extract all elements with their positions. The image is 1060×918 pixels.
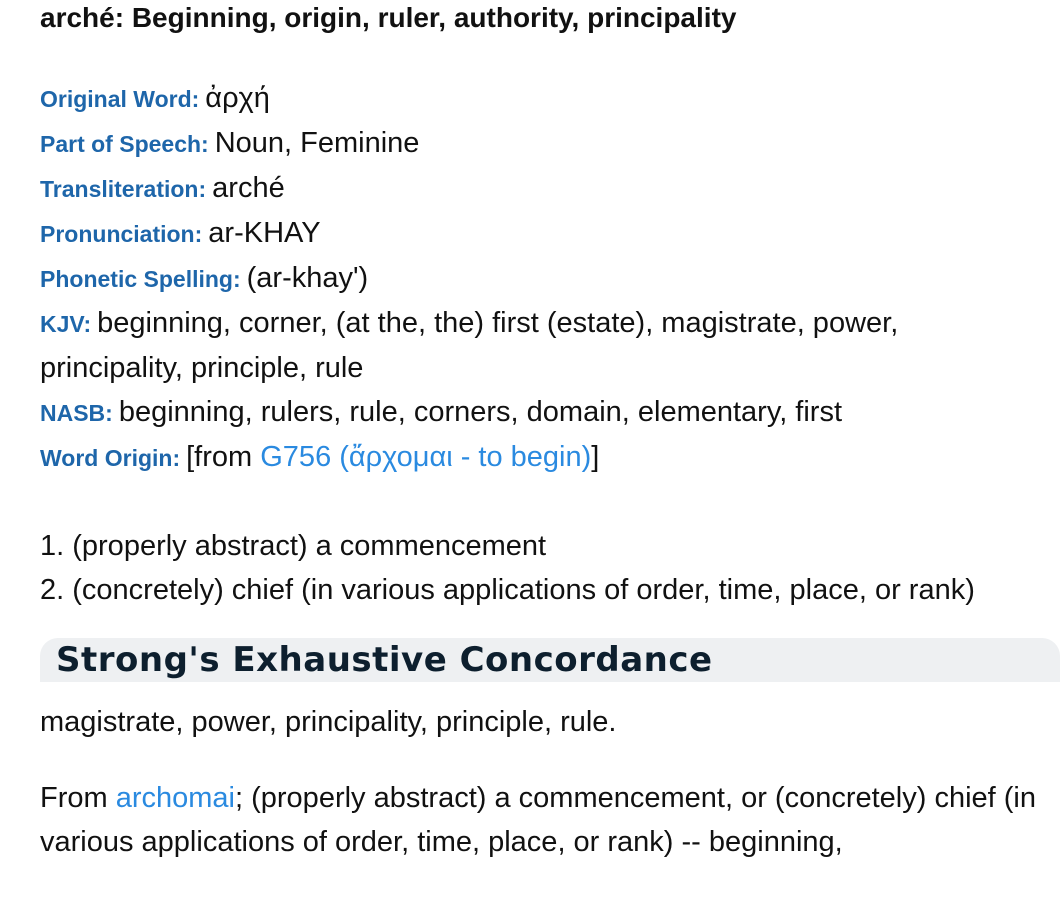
definition-list: [40, 524, 1000, 612]
definition-item: 2. (concretely) chief (in various applications of order, time, place, or rank): [40, 574, 975, 606]
part-of-speech-label: Part of Speech:: [40, 131, 209, 157]
transliteration-label: Transliteration:: [40, 176, 207, 202]
nasb-row: [40, 390, 1000, 435]
pronunciation-row: [40, 211, 1000, 256]
strongs-derivation: [40, 776, 1040, 864]
transliteration-value: arché: [212, 172, 285, 204]
phonetic-spelling-row: [40, 256, 1000, 301]
word-origin-row: [40, 435, 1000, 480]
entry-title: arché: Beginning, origin, ruler, authority, principality: [40, 2, 737, 33]
word-origin-suffix: ]: [591, 441, 600, 473]
kjv-value: beginning, corner, (at the, the) first (estate), magistrate, power, principality, principle, rule: [40, 307, 899, 384]
entry-fields: [40, 76, 1000, 480]
strongs-section-header: [40, 638, 1060, 682]
part-of-speech-row: [40, 121, 1000, 166]
definition-item: 1. (properly abstract) a commencement: [40, 530, 547, 562]
nasb-label: NASB:: [40, 400, 113, 426]
original-word-row: [40, 76, 1000, 121]
phonetic-spelling-value: (ar-khay'): [246, 262, 369, 294]
original-word-value: ἀρχή: [205, 82, 270, 114]
pronunciation-label: Pronunciation:: [40, 221, 203, 247]
pronunciation-value: ar-KHAY: [208, 217, 321, 249]
original-word-label: Original Word:: [40, 86, 200, 112]
transliteration-row: [40, 166, 1000, 211]
strongs-word-list: magistrate, power, principality, principle, rule.: [40, 706, 617, 738]
part-of-speech-value: Noun, Feminine: [214, 127, 420, 159]
word-origin-link[interactable]: G756 (ἄρχομαι - to begin): [260, 441, 592, 473]
lexicon-entry: [40, 0, 1060, 893]
kjv-row: [40, 301, 1000, 390]
derivation-prefix: From: [40, 782, 116, 814]
word-origin-label: Word Origin:: [40, 445, 181, 471]
archomai-link[interactable]: archomai: [115, 782, 235, 814]
strongs-heading: Strong's Exhaustive Concordance: [56, 640, 713, 680]
nasb-value: beginning, rulers, rule, corners, domain, elementary, first: [118, 396, 843, 428]
derivation-text: ; (properly abstract) a commencement, or (concretely) chief (in various applications of order, time, place, or rank) -- beginning,: [40, 782, 1036, 858]
phonetic-spelling-label: Phonetic Spelling:: [40, 266, 241, 292]
word-origin-prefix: [from: [186, 441, 261, 473]
kjv-label: KJV:: [40, 311, 92, 337]
